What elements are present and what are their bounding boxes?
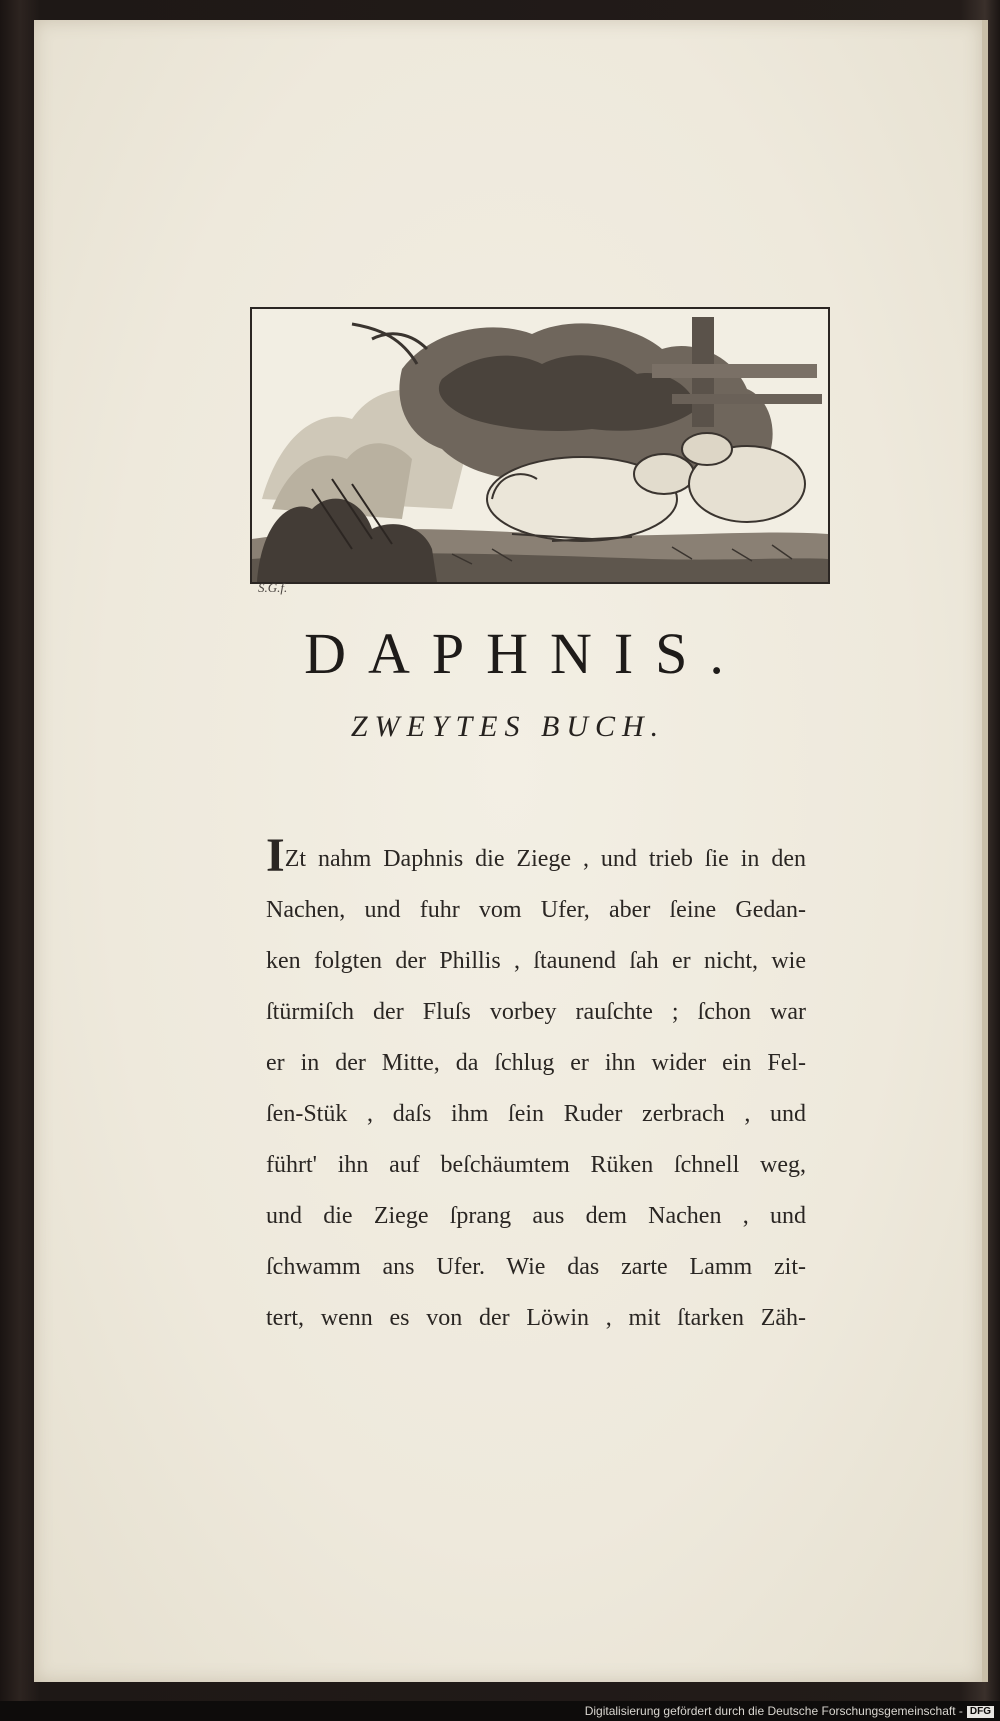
text-line: führt' ihn auf beſchäumtem Rüken ſchnell weg,: [266, 1152, 806, 1178]
text-line: IZt nahm Daphnis die Ziege , und trieb ſie in den: [266, 829, 806, 882]
book-page: [34, 20, 988, 1682]
footer-credit: Digitalisierung gefördert durch die Deutsche Forschungsgemeinschaft -: [584, 1704, 963, 1718]
drop-initial: I: [266, 829, 285, 882]
vignette-engraving: [250, 307, 830, 584]
text-line: Nachen, und fuhr vom Ufer, aber ſeine Gedan-: [266, 897, 806, 923]
text-line: ſen-Stük , daſs ihm ſein Ruder zerbrach , und: [266, 1101, 806, 1127]
text-line: ſchwamm ans Ufer. Wie das zarte Lamm zit-: [266, 1254, 806, 1280]
text-line: er in der Mitte, da ſchlug er ihn wider ein Fel-: [266, 1050, 806, 1076]
book-subtitle: ZWEYTES BUCH.: [350, 710, 666, 743]
text-line: ken folgten der Phillis , ſtaunend ſah er nicht, wie: [266, 948, 806, 974]
chapter-title: DAPHNIS.: [304, 621, 746, 686]
body-text: [266, 829, 806, 1344]
text-line: und die Ziege ſprang aus dem Nachen , und: [266, 1203, 806, 1229]
engraver-signature: S.G.f.: [258, 580, 288, 595]
text-line: tert, wenn es von der Löwin , mit ſtarken Zäh-: [266, 1305, 806, 1331]
text-line: ſtürmiſch der Fluſs vorbey rauſchte ; ſchon war: [266, 999, 806, 1025]
digitization-footer: [0, 1701, 1000, 1721]
dfg-logo[interactable]: DFG: [967, 1706, 994, 1718]
